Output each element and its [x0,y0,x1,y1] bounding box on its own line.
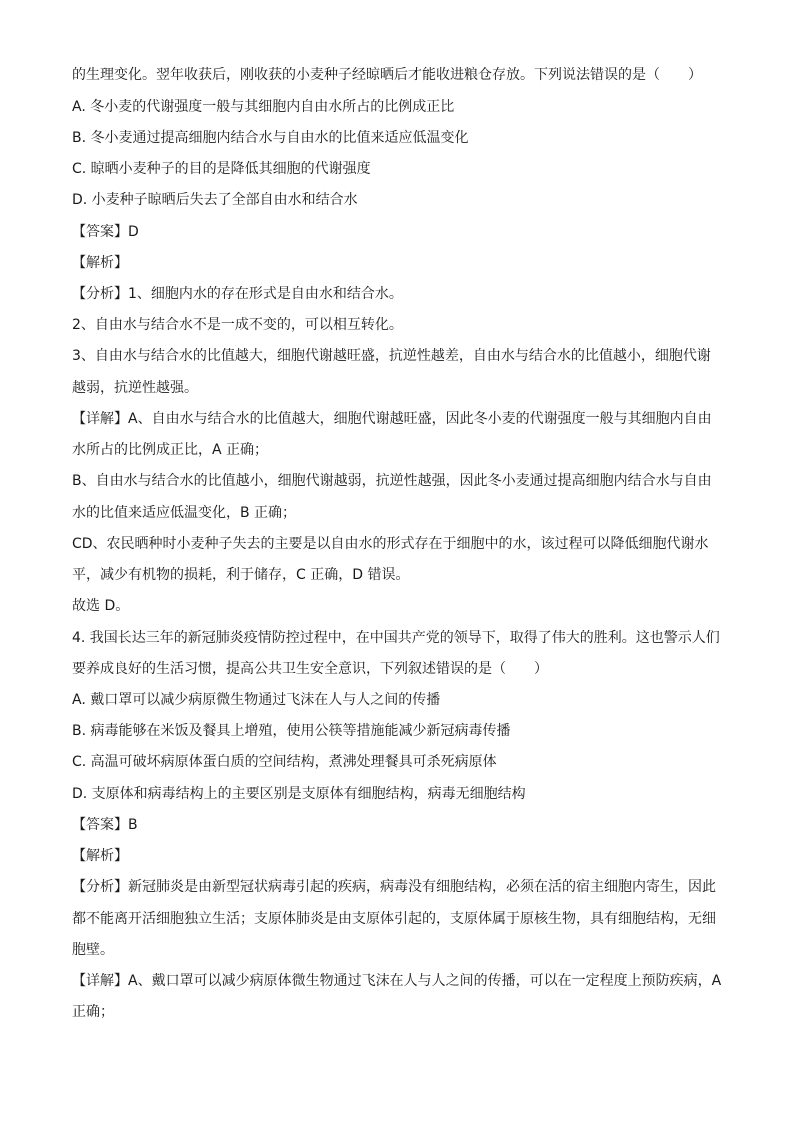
text-line: 正确； [72,1004,114,1020]
text-line: 越弱，抗逆性越强。 [72,380,198,396]
text-line: 故选 D。 [72,598,130,614]
option-a: A. 戴口罩可以减少病原微生物通过飞沫在人与人之间的传播 [72,692,441,708]
option-d: D. 支原体和病毒结构上的主要区别是支原体有细胞结构，病毒无细胞结构 [72,786,526,802]
text-line: 水所占的比例成正比，A 正确； [72,442,269,458]
text-line: 要养成良好的生活习惯，提高公共卫生安全意识，下列叙述错误的是（ ） [72,661,548,677]
option-c: C. 高温可破坏病原体蛋白质的空间结构，煮沸处理餐具可杀死病原体 [72,754,497,770]
text-line: 胞壁。 [72,942,114,958]
text-line: 【详解】A、戴口罩可以减少病原体微生物通过飞沫在人与人之间的传播，可以在一定程度上预防疾病，A [72,973,722,989]
analysis-heading: 【解析】 [72,848,128,864]
text-line: 2、自由水与结合水不是一成不变的，可以相互转化。 [72,317,403,333]
text-line: 平，减少有机物的损耗，利于储存，C 正确，D 错误。 [72,567,410,583]
text-line: 3、自由水与结合水的比值越大，细胞代谢越旺盛，抗逆性越差，自由水与结合水的比值越小，细胞代谢 [72,348,711,364]
text-line: 水的比值来适应低温变化，B 正确； [72,505,297,521]
option-d: D. 小麦种子晾晒后失去了全部自由水和结合水 [72,192,358,208]
text-line: B、自由水与结合水的比值越小，细胞代谢越弱，抗逆性越强，因此冬小麦通过提高细胞内结合水与自由 [72,473,712,489]
option-c: C. 晾晒小麦种子的目的是降低其细胞的代谢强度 [72,161,371,177]
answer-line: 【答案】D [72,224,139,240]
text-line: 【分析】新冠肺炎是由新型冠状病毒引起的疾病，病毒没有细胞结构，必须在活的宿主细胞内寄生，因此 [72,879,716,895]
option-b: B. 冬小麦通过提高细胞内结合水与自由水的比值来适应低温变化 [72,130,469,146]
text-line: 【分析】1、细胞内水的存在形式是自由水和结合水。 [72,286,403,302]
analysis-heading: 【解析】 [72,255,128,271]
answer-line: 【答案】B [72,817,138,833]
text-line: CD、农民晒种时小麦种子失去的主要是以自由水的形式存在于细胞中的水，该过程可以降低细胞代谢水 [72,536,709,552]
option-a: A. 冬小麦的代谢强度一般与其细胞内自由水所占的比例成正比 [72,99,455,115]
option-b: B. 病毒能够在米饭及餐具上增殖，使用公筷等措施能减少新冠病毒传播 [72,723,511,739]
text-line: 【详解】A、自由水与结合水的比值越大，细胞代谢越旺盛，因此冬小麦的代谢强度一般与其细胞内自由 [72,411,712,427]
text-line: 都不能离开活细胞独立生活；支原体肺炎是由支原体引起的，支原体属于原核生物，具有细胞结构，无细 [72,911,716,927]
question-4: 4. 我国长达三年的新冠肺炎疫情防控过程中，在中国共产党的领导下，取得了伟大的胜利。这也警示人们 [72,630,720,646]
text-line: 的生理变化。翌年收获后，刚收获的小麦种子经晾晒后才能收进粮仓存放。下列说法错误的是（ ） [72,67,702,83]
